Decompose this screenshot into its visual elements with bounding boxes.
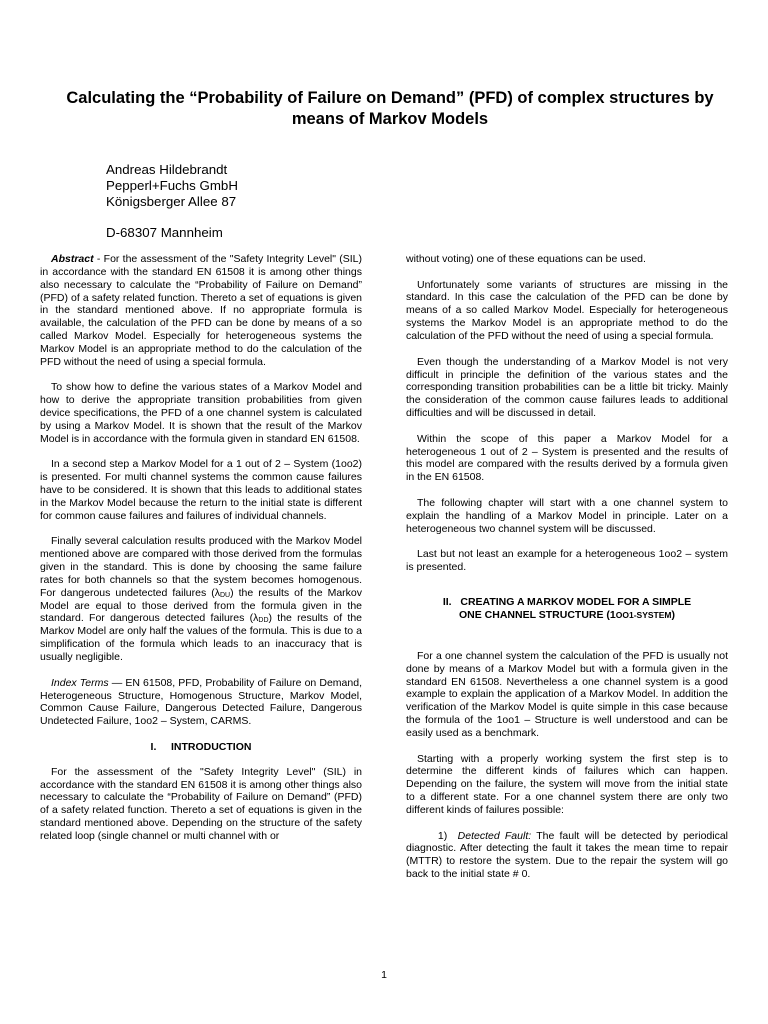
body-paragraph: Within the scope of this paper a Markov Model for a heterogeneous 1 out of 2 – System is presented and the results of this model are compared with the results derived by a formula given in the EN 61508. [406,432,728,484]
author-street: Königsberger Allee 87 [106,194,237,209]
author-city: D-68307 Mannheim [106,225,223,240]
body-paragraph: without voting) one of these equations can be used. [406,253,646,265]
body-paragraph: Unfortunately some variants of structures are missing in the standard. In this case the calculation of the PFD can be done by means of a so called Markov Model. Especially for heterogeneous systems the Markov Model is an appropriate method to do the calculation of the PFD without the need of using a special formula. [406,278,728,343]
body-paragraph: For the assessment of the "Safety Integrity Level" (SIL) in accordance with the standard EN 61508 it is among other things also necessary to calculate the “Probability of Failure on Demand” (PFD) of a safety related function. Thereto a set of equations is given in the standard mentioned above. Depending on the structure of the safety related loop (single channel or multi channel with or [40,765,362,842]
body-paragraph: Starting with a properly working system the first step is to determine the different kinds of failures which can happen. Depending on the failure, the system will move from the initial state to a different state. For a one channel system there are only two different kinds of failures possible: [406,752,728,816]
list-item [406,830,728,881]
body-paragraph: For a one channel system the calculation of the PFD is usually not done by means of a Markov Model but with a formula given in the standard EN 61508. Nevertheless a one channel system is a good example to explain the application of a Markov Model. In addition the verification of the Markov Model is quite simple in this case because the formula of the 1oo1 – Structure is well understood and can be easily used as a benchmark. [406,649,728,739]
index-terms-paragraph [40,677,362,728]
abstract-paragraph [40,253,362,369]
body-paragraph: Even though the understanding of a Markov Model is not very difficult in principle the definition of the various states and the corresponding transition probabilities can be a little bit tricky. Mainly the consideration of the common cause failures leads to additional difficulties and will be discussed in detail. [406,355,728,420]
author-company: Pepperl+Fuchs GmbH [106,178,238,193]
paper-title: Calculating the “Probability of Failure on Demand” (PFD) of complex structures by means of Markov Models [66,89,714,128]
abstract-text: - For the assessment of the "Safety Integrity Level" (SIL) in accordance with the standard EN 61508 it is among other things also necessary to calculate the “Probability of Failure on Demand” (PFD) of a safety related function. Thereto a set of equations is given in the standard mentioned above. If no appropriate formula is available, the calculation of the PFD can be done by means of a so called Markov Model. Especially for heterogeneous systems the Markov Model is an appropriate method to do the calculation of the PFD without the need of using a special formula. [40,253,362,368]
body-paragraph: In a second step a Markov Model for a 1 out of 2 – System (1oo2) is presented. For multi channel systems the common cause failures have to be considered. It is shown that this leads to additional states in the Markov Model because the return to the initial state is different for common cause failures and failures of individual channels. [40,458,362,522]
author-name: Andreas Hildebrandt [106,162,228,177]
list-item-number: 1) [437,829,448,842]
list-item-label: Detected Fault: [457,829,532,842]
left-column [40,253,362,856]
body-paragraph: Finally several calculation results produced with the Markov Model mentioned above are compared with those derived from the formulas given in the standard. This is done by choosing the same failure rates for both channels so that the system becomes homogenous. For dangerous undetected failures $(\lambda_{DU})$ the results of the Markov Model are equal to those derived from the formula given in the standard. For dangerous detected failures $(\lambda_{DD})$ the results of the Markov Model are only half the values of the formula. This is due to a simplification of the formula which leads to an inaccuracy that is usually negligible. [40,535,362,664]
list-item-text: The fault will be detected by periodical diagnostic. After detecting the fault it takes the mean time to repair (MTTR) to restore the system. Due to the repair the system will go back to the initial state # 0. [406,829,729,881]
page-number: 1 [381,969,387,981]
abstract-label: Abstract [51,253,94,265]
subscript-dd: DD [258,617,269,625]
section-heading-markov-model: II. CREATING A MARKOV MODEL FOR A SIMPLE ONE CHANNEL STRUCTURE (1OO1-SYSTEM) [442,595,692,621]
section-heading-introduction: I. INTRODUCTION [150,740,252,753]
subscript-du: DU [220,591,231,599]
index-terms-label: Index Terms [51,676,109,689]
body-paragraph: Last but not least an example for a heterogeneous 1oo2 – system is presented. [406,548,728,574]
index-terms-text: — EN 61508, PFD, Probability of Failure on Demand, Heterogeneous Structure, Homogenous Structure, Markov Model, Common Cause Failure, Dangerous Detected Failure, Dangerous Undetected Failure, 1oo2 – System, CARMS. [40,676,362,728]
right-column [406,253,728,894]
body-paragraph: To show how to define the various states of a Markov Model and how to derive the appropriate transition probabilities from given device specifications, the PFD of a one channel system is calculated by using a Markov Model. It is shown that the result of the Markov Model is in accordance with the formula given in standard EN 61508. [40,381,362,445]
body-paragraph: The following chapter will start with a one channel system to explain the handling of a Markov Model in principle. Later on a heterogeneous two channel system will be discussed. [406,496,728,535]
author-block [106,162,238,241]
